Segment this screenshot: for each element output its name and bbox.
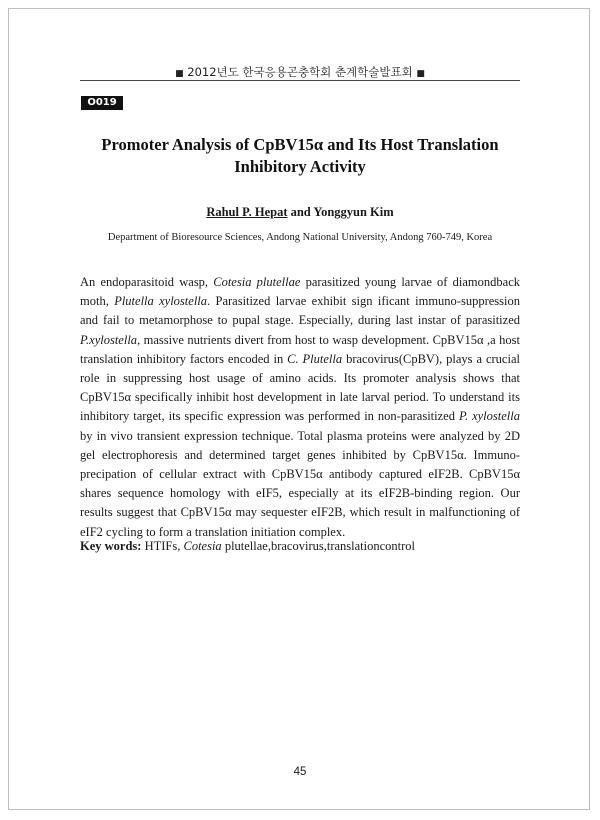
abstract-text: by in vivo transient expression technique. Total plasma proteins were analyzed by 2D gel electrophoresis and determined target genes inhibited by CpBV15α. Immuno-precipation of cellular extract with CpBV15α antibody captured eIF2B. CpBV15α shares sequence homology with eIF5, especially at its eIF2B-binding region. Our results suggest that CpBV15α may sequester eIF2B, which result in malfunctioning of eIF2 cycling to form a translation initiation complex. (80, 428, 520, 539)
header-rule (80, 80, 520, 81)
conference-name: 2012년도 한국응용곤충학회 춘계학술발표회 (187, 65, 413, 79)
page-number: 45 (293, 766, 307, 778)
abstract-text: An endoparasitoid wasp, (80, 275, 214, 289)
keywords-label: Key words: (80, 539, 142, 553)
keywords-text: HTIFs, (141, 539, 184, 553)
keywords-text: plutellae,bracovirus,translationcontrol (221, 539, 416, 553)
abstract-species-name: P.xylostella (80, 332, 138, 347)
abstract-species-name: Plutella xylostella (114, 294, 208, 309)
abstract-species-name: P. xylostella (458, 409, 520, 424)
title-line-2: Inhibitory Activity (234, 157, 366, 176)
affiliation: Department of Bioresource Sciences, Andong National University, Andong 760-749, Korea (107, 232, 493, 243)
abstract-text: parasitized young larvae of diamondback moth, (80, 275, 520, 309)
co-authors: and Yonggyun Kim (287, 205, 394, 219)
abstract-text: . Parasitized larvae exhibit sign ificant immuno-suppression and fail to metamorphose to pupal stage. Especially, during last instar of parasitized (80, 294, 520, 328)
paper-title (60, 134, 540, 178)
abstract-text: bracovirus(CpBV), plays a crucial role in suppressing host usage of amino acids. Its promoter analysis shows that CpBV15α specifically inhibit host development in late larval period. To understand its inhibitory target, its specific expression was performed in non-parasitized (80, 351, 520, 424)
header-bullet-left: ■ (175, 69, 184, 79)
abstract-species-name: Cotesia plutellae (213, 275, 301, 289)
abstract-species-name: C. Plutella (287, 351, 343, 366)
conference-header (0, 64, 600, 80)
keywords-species-name: Cotesia (183, 539, 222, 553)
abstract-code-badge: O019 (81, 96, 123, 110)
presenting-author: Rahul P. Hepat (206, 205, 288, 219)
title-line-1: Promoter Analysis of CpBV15α and Its Host Translation (101, 135, 499, 154)
abstract-text: , massive nutrients divert from host to wasp development. CpBV15α ,a host translation inhibitory factors encoded in (80, 332, 520, 366)
keywords-line (80, 537, 520, 556)
author-list (0, 205, 600, 220)
header-bullet-right: ■ (416, 69, 425, 79)
abstract-body (80, 273, 520, 542)
